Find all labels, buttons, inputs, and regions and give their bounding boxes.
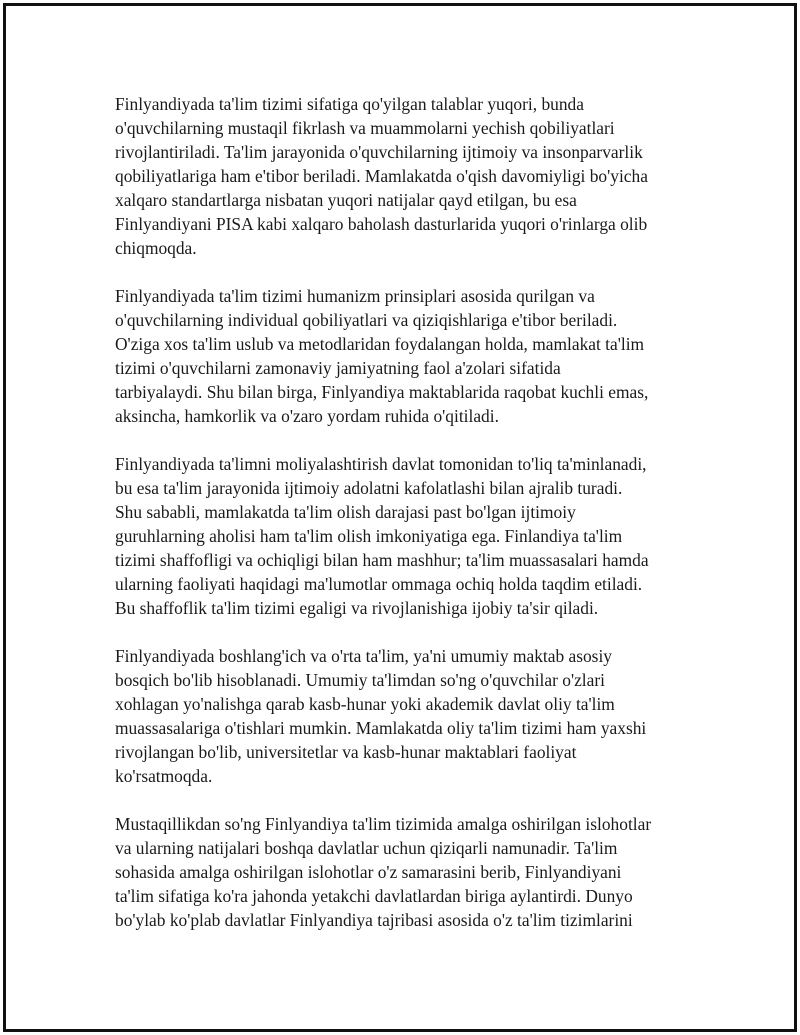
paragraph-5 [115, 812, 690, 932]
text-line: O'ziga xos ta'lim uslub va metodlaridan foydalangan holda, mamlakat ta'lim [115, 334, 645, 354]
paragraph-2 [115, 284, 690, 428]
text-line: xohlagan yo'nalishga qarab kasb-hunar yoki akademik davlat oliy ta'lim [115, 694, 615, 714]
text-line: qobiliyatlariga ham e'tibor beriladi. Mamlakatda o'qish davomiyligi bo'yicha [115, 166, 648, 186]
text-line: bo'ylab ko'plab davlatlar Finlyandiya tajribasi asosida o'z ta'lim tizimlarini [115, 910, 633, 930]
text-line: ta'lim sifatiga ko'ra jahonda yetakchi davlatlardan biriga aylantirdi. Dunyo [115, 886, 633, 906]
text-line: Mustaqillikdan so'ng Finlyandiya ta'lim tizimida amalga oshirilgan islohotlar [115, 814, 652, 834]
paragraph-4 [115, 644, 690, 788]
text-line: muassasalariga o'tishlari mumkin. Mamlakatda oliy ta'lim tizimi ham yaxshi [115, 718, 647, 738]
text-line: bosqich bo'lib hisoblanadi. Umumiy ta'limdan so'ng o'quvchilar o'zlari [115, 670, 605, 690]
text-line: chiqmoqda. [115, 238, 197, 258]
text-line: Finlyandiyada ta'lim tizimi sifatiga qo'yilgan talablar yuqori, bunda [115, 94, 584, 114]
text-line: Finlyandiyada ta'limni moliyalashtirish davlat tomonidan to'liq ta'minlanadi, [115, 454, 647, 474]
text-line: Shu sababli, mamlakatda ta'lim olish darajasi past bo'lgan ijtimoiy [115, 502, 576, 522]
document-body [115, 92, 690, 956]
text-line: o'quvchilarning individual qobiliyatlari va qiziqishlariga e'tibor beriladi. [115, 310, 618, 330]
text-line: Bu shaffoflik ta'lim tizimi egaligi va rivojlanishiga ijobiy ta'sir qiladi. [115, 598, 599, 618]
text-line: Finlyandiyada boshlang'ich va o'rta ta'lim, ya'ni umumiy maktab asosiy [115, 646, 612, 666]
text-line: rivojlantiriladi. Ta'lim jarayonida o'quvchilarning ijtimoiy va insonparvarlik [115, 142, 643, 162]
text-line: tizimi shaffofligi va ochiqligi bilan ham mashhur; ta'lim muassasalari hamda [115, 550, 649, 570]
paragraph-1 [115, 92, 690, 260]
text-line: ko'rsatmoqda. [115, 766, 213, 786]
text-line: ularning faoliyati haqidagi ma'lumotlar ommaga ochiq holda taqdim etiladi. [115, 574, 643, 594]
text-line: o'quvchilarning mustaqil fikrlash va muammolarni yechish qobiliyatlari [115, 118, 615, 138]
text-line: rivojlangan bo'lib, universitetlar va kasb-hunar maktablari faoliyat [115, 742, 577, 762]
text-line: guruhlarning aholisi ham ta'lim olish imkoniyatiga ega. Finlandiya ta'lim [115, 526, 623, 546]
text-line: aksincha, hamkorlik va o'zaro yordam ruhida o'qitiladi. [115, 406, 499, 426]
text-line: Finlyandiyada ta'lim tizimi humanizm prinsiplari asosida qurilgan va [115, 286, 595, 306]
text-line: bu esa ta'lim jarayonida ijtimoiy adolatni kafolatlashi bilan ajralib turadi. [115, 478, 623, 498]
text-line: Finlyandiyani PISA kabi xalqaro baholash dasturlarida yuqori o'rinlarga olib [115, 214, 648, 234]
text-line: tarbiyalaydi. Shu bilan birga, Finlyandiya maktablarida raqobat kuchli emas, [115, 382, 649, 402]
text-line: xalqaro standartlarga nisbatan yuqori natijalar qayd etilgan, bu esa [115, 190, 577, 210]
paragraph-3 [115, 452, 690, 620]
text-line: tizimi o'quvchilarni zamonaviy jamiyatning faol a'zolari sifatida [115, 358, 561, 378]
text-line: va ularning natijalari boshqa davlatlar uchun qiziqarli namunadir. Ta'lim [115, 838, 618, 858]
text-line: sohasida amalga oshirilgan islohotlar o'z samarasini berib, Finlyandiyani [115, 862, 622, 882]
